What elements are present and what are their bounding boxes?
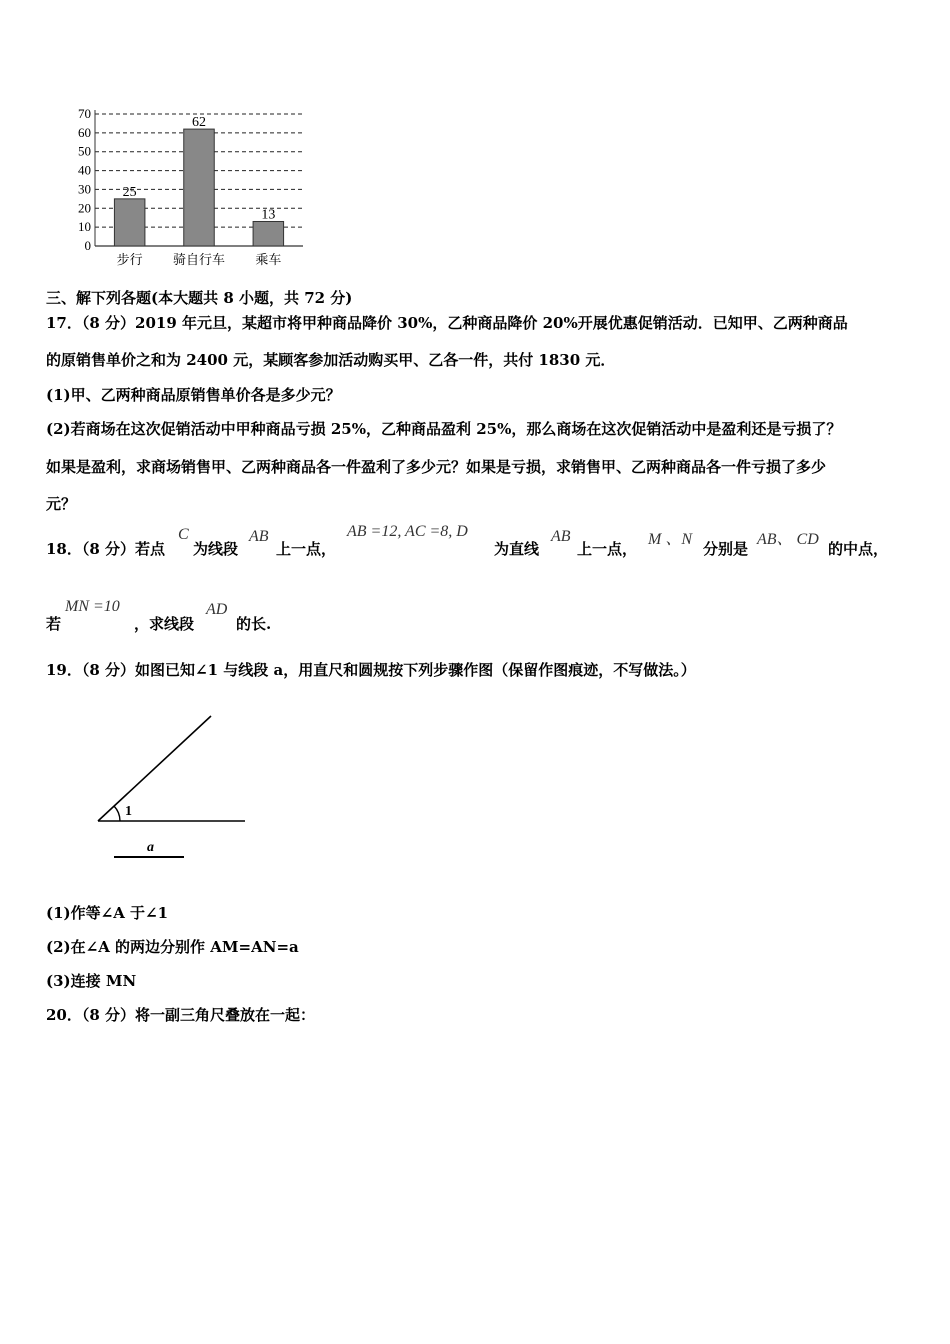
q18-text-10: 的长.	[236, 615, 272, 633]
q19-step3: (3)连接 MN	[46, 972, 137, 990]
q18-math-c: C	[178, 526, 189, 543]
q19-step2: (2)在∠A 的两边分别作 AM=AN=a	[46, 938, 299, 956]
bar-0	[114, 199, 145, 246]
q18-math-mn-10: MN =10	[65, 598, 120, 615]
bar-1	[184, 129, 215, 246]
q17-line2: 的原销售单价之和为 2400 元，某顾客参加活动购买甲、乙各一件，共付 1830 元．	[46, 351, 616, 369]
y-tick-label: 50	[78, 143, 91, 159]
q18-text-2: 为线段	[193, 540, 239, 558]
q17-part2-line3: 元？	[46, 495, 77, 513]
y-tick-label: 20	[78, 200, 91, 216]
angle-arc	[114, 806, 120, 821]
q18-math-ab-cd: AB、 CD	[757, 531, 819, 548]
x-tick-label: 骑自行车	[172, 253, 226, 268]
data-label: 62	[192, 115, 206, 131]
q17-line1: 17．（8 分）2019 年元旦，某超市将甲种商品降价 30%，乙种商品降价 20%开展优惠促销活动．已知甲、乙两种商品	[46, 314, 848, 332]
q18-math-m-n: M 、N	[648, 531, 693, 548]
x-tick-label: 乘车	[255, 253, 282, 268]
y-tick-label: 0	[84, 238, 91, 253]
q18-math-condition: AB =12, AC =8, D	[347, 523, 468, 540]
q18-text-3: 上一点，	[276, 540, 337, 558]
q20-text: 20．（8 分）将一副三角尺叠放在一起：	[46, 1006, 316, 1024]
y-tick-label: 70	[78, 106, 91, 121]
angle-label: 1	[125, 804, 132, 819]
bar-chart	[60, 100, 320, 275]
y-tick-label: 60	[78, 124, 91, 140]
section-header: 三、解下列各题(本大题共 8 小题，共 72 分)	[46, 289, 353, 307]
y-tick-label: 10	[78, 219, 91, 235]
q19-step1: (1)作等∠A 于∠1	[46, 904, 169, 922]
segment-label: a	[147, 840, 154, 855]
q18-math-ab: AB	[249, 528, 269, 545]
q18-math-ab-2: AB	[551, 528, 571, 545]
bar-2	[253, 221, 284, 246]
angle-figure	[90, 705, 260, 875]
q18-text-4: 为直线	[494, 540, 540, 558]
x-tick-label: 步行	[116, 253, 143, 268]
q18-text-5: 上一点，	[577, 540, 638, 558]
y-tick-label: 30	[78, 181, 91, 197]
y-tick-label: 40	[78, 162, 91, 178]
angle-ray	[98, 716, 211, 821]
q18-text-9: ，求线段	[134, 615, 195, 633]
q17-part2-line1: (2)若商场在这次促销活动中甲种商品亏损 25%，乙种商品盈利 25%，那么商场在这次促销活动中是盈利还是亏损了？	[46, 420, 842, 438]
q18-text-8: 若	[46, 615, 62, 633]
q18-text-7: 的中点，	[828, 540, 889, 558]
q19-text: 19．（8 分）如图已知∠1 与线段 a，用直尺和圆规按下列步骤作图（保留作图痕迹，不写做法。）	[46, 661, 696, 679]
data-label: 13	[261, 207, 276, 223]
q17-part1: (1)甲、乙两种商品原销售单价各是多少元？	[46, 386, 341, 404]
data-label: 25	[122, 184, 137, 200]
q18-text-6: 分别是	[703, 540, 749, 558]
q18-text-1: 18．（8 分）若点	[46, 540, 166, 558]
q18-math-ad: AD	[206, 601, 228, 618]
q17-part2-line2: 如果是盈利，求商场销售甲、乙两种商品各一件盈利了多少元？如果是亏损，求销售甲、乙两种商品各一件亏损了多少	[46, 458, 827, 476]
